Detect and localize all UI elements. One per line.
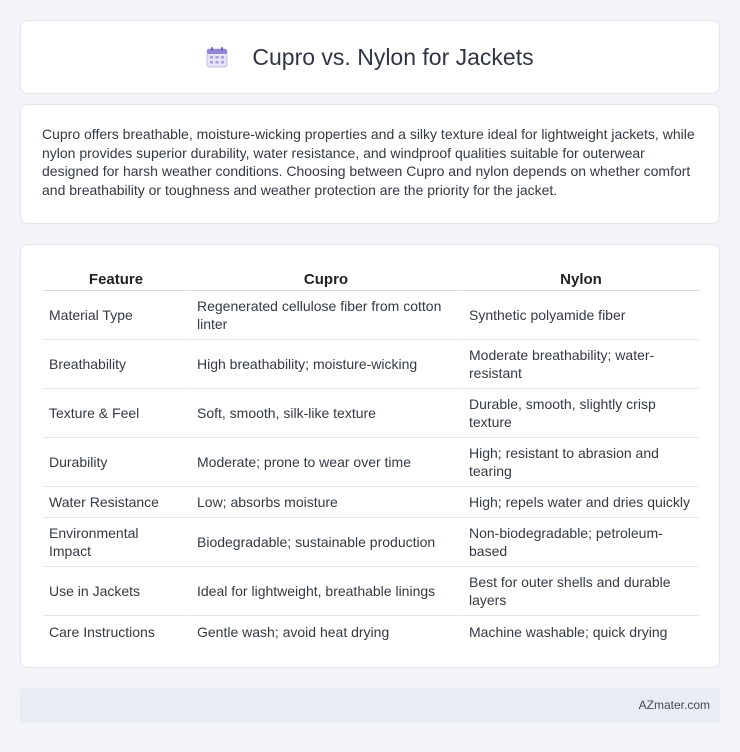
- comparison-table: [43, 265, 699, 647]
- feature-cell: Water Resistance: [43, 487, 189, 518]
- nylon-cell: Durable, smooth, slightly crisp texture: [461, 389, 699, 438]
- summary-text: Cupro offers breathable, moisture-wicking properties and a silky texture ideal for lightweight jackets, while nylon provides superior durability, water resistance, and windproof qualities suitable for outerwear designed for harsh weather conditions. Choosing between Cupro and nylon depends on whether comfort and breathability or toughness and weather protection are the priority for the jacket.: [42, 126, 695, 198]
- feature-cell: Durability: [43, 438, 189, 487]
- nylon-cell: Moderate breathability; water-resistant: [461, 340, 699, 389]
- nylon-cell: Synthetic polyamide fiber: [461, 291, 699, 340]
- cupro-cell: Gentle wash; avoid heat drying: [189, 616, 461, 647]
- cupro-cell: Soft, smooth, silk-like texture: [189, 389, 461, 438]
- nylon-cell: Best for outer shells and durable layers: [461, 567, 699, 616]
- table-row: [43, 487, 699, 518]
- table-row: [43, 518, 699, 567]
- table-row: [43, 438, 699, 487]
- cupro-cell: Moderate; prone to wear over time: [189, 438, 461, 487]
- table-row: [43, 291, 699, 340]
- feature-cell: Texture & Feel: [43, 389, 189, 438]
- footer-brand-link[interactable]: AZmater.com: [638, 698, 710, 712]
- cupro-cell: Biodegradable; sustainable production: [189, 518, 461, 567]
- table-row: [43, 567, 699, 616]
- table-row: [43, 340, 699, 389]
- feature-cell: Use in Jackets: [43, 567, 189, 616]
- cupro-cell: High breathability; moisture-wicking: [189, 340, 461, 389]
- feature-cell: Breathability: [43, 340, 189, 389]
- cupro-cell: Regenerated cellulose fiber from cotton linter: [189, 291, 461, 340]
- nylon-cell: High; resistant to abrasion and tearing: [461, 438, 699, 487]
- table-row: [43, 389, 699, 438]
- cupro-cell: Ideal for lightweight, breathable linings: [189, 567, 461, 616]
- header-cupro: Cupro: [189, 265, 461, 291]
- table-header-row: [43, 265, 699, 291]
- comparison-card: [20, 244, 720, 668]
- feature-cell: Care Instructions: [49, 623, 155, 640]
- nylon-cell: Non-biodegradable; petroleum-based: [461, 518, 699, 567]
- nylon-cell: High; repels water and dries quickly: [461, 487, 699, 518]
- footer: [20, 688, 720, 722]
- feature-cell: Environmental Impact: [43, 518, 189, 567]
- title-card: [20, 20, 720, 94]
- header-nylon: Nylon: [461, 265, 699, 291]
- header-feature: Feature: [43, 265, 189, 291]
- page-title: Cupro vs. Nylon for Jackets: [252, 43, 534, 70]
- summary-card: [20, 104, 720, 224]
- feature-cell: Material Type: [43, 291, 189, 340]
- calendar-icon: [206, 46, 228, 68]
- table-row: [43, 616, 699, 647]
- nylon-cell: Machine washable; quick drying: [461, 616, 699, 647]
- cupro-cell: Low; absorbs moisture: [189, 487, 461, 518]
